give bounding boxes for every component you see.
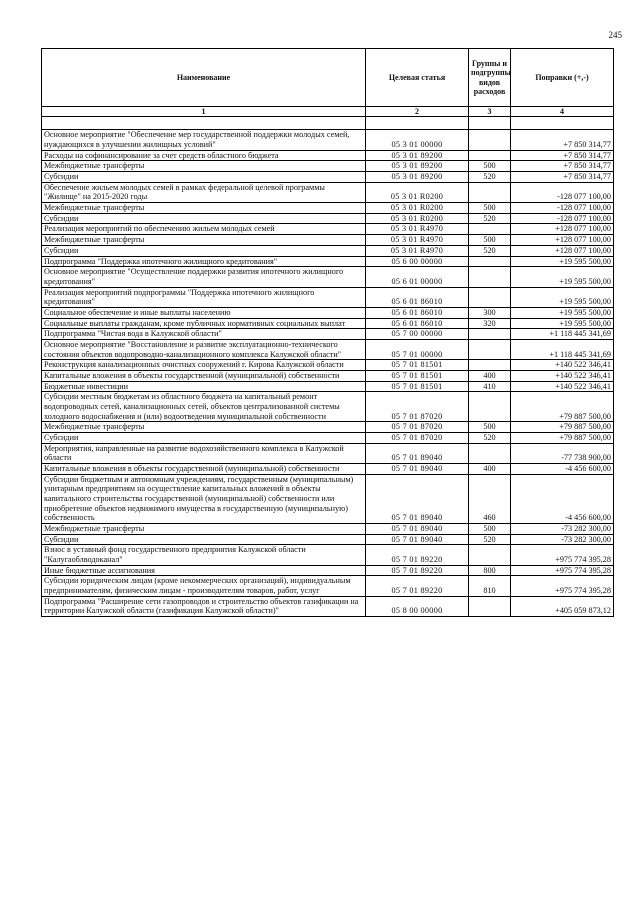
row-expense-type: 520 [469,534,511,545]
row-amendment: +128 077 100,00 [511,235,614,246]
column-number: 4 [511,107,614,117]
row-name: Субсидии [42,534,366,545]
table-row [42,545,614,565]
row-name: Субсидии юридическим лицам (кроме некоммерческих организаций), индивидуальным предпринимателям, физическим лицам - производителям товаров, работ, услуг [42,576,366,596]
row-target-article: 05 7 01 81501 [366,381,469,392]
row-target-article: 05 7 01 89040 [366,474,469,523]
row-name: Реконструкция канализационных очистных сооружений г. Кирова Калужской области [42,360,366,371]
row-name: Реализация мероприятий подпрограммы "Поддержка ипотечного жилищного кредитования" [42,287,366,307]
row-expense-type: 800 [469,565,511,576]
row-target-article: 05 3 01 R0200 [366,182,469,202]
row-target-article: 05 7 01 87020 [366,432,469,443]
row-expense-type [469,545,511,565]
row-amendment: +19 595 500,00 [511,267,614,287]
row-amendment: -4 456 600,00 [511,463,614,474]
header-target-article: Целевая статья [366,49,469,107]
row-target-article: 05 3 01 89200 [366,172,469,183]
row-expense-type: 500 [469,161,511,172]
table-row [42,474,614,523]
row-target-article: 05 7 01 87020 [366,422,469,433]
spacer-row [42,117,614,130]
table-row [42,150,614,161]
row-amendment: +1 118 445 341,69 [511,339,614,359]
row-expense-type [469,339,511,359]
row-expense-type [469,392,511,422]
row-amendment: +79 887 500,00 [511,392,614,422]
row-target-article: 05 7 01 89040 [366,463,469,474]
row-name: Межбюджетные трансферты [42,203,366,214]
row-name: Субсидии местным бюджетам из областного бюджета на капитальный ремонт водопроводных сетей, канализационных сетей, объектов централизованной системы холодного водоснабжения и (или) водоотведения муниципальной собственности [42,392,366,422]
row-expense-type: 320 [469,318,511,329]
row-expense-type [469,130,511,150]
row-amendment: +128 077 100,00 [511,224,614,235]
row-expense-type [469,150,511,161]
row-amendment: +405 059 873,12 [511,596,614,616]
row-name: Социальные выплаты гражданам, кроме публичных нормативных социальных выплат [42,318,366,329]
table-row [42,287,614,307]
row-name: Субсидии [42,213,366,224]
row-target-article: 05 7 01 87020 [366,392,469,422]
row-amendment: +19 595 500,00 [511,256,614,267]
table-row [42,307,614,318]
row-amendment: -128 077 100,00 [511,203,614,214]
row-target-article: 05 3 01 R4970 [366,224,469,235]
table-row [42,370,614,381]
table-row [42,576,614,596]
row-expense-type: 500 [469,235,511,246]
row-expense-type [469,443,511,463]
row-expense-type: 400 [469,463,511,474]
row-amendment: -73 282 300,00 [511,523,614,534]
row-name: Межбюджетные трансферты [42,422,366,433]
row-expense-type [469,224,511,235]
row-amendment: +140 522 346,41 [511,360,614,371]
row-expense-type [469,267,511,287]
row-expense-type [469,360,511,371]
row-name: Подпрограмма "Чистая вода в Калужской области" [42,329,366,340]
column-number: 3 [469,107,511,117]
row-name: Реализация мероприятий по обеспечению жильем молодых семей [42,224,366,235]
row-name: Межбюджетные трансферты [42,235,366,246]
row-amendment: +19 595 500,00 [511,287,614,307]
table-row [42,534,614,545]
row-target-article: 05 7 01 89220 [366,565,469,576]
table-row [42,422,614,433]
row-amendment: +140 522 346,41 [511,370,614,381]
column-number: 1 [42,107,366,117]
row-amendment: +7 850 314,77 [511,172,614,183]
row-target-article: 05 3 01 R4970 [366,235,469,246]
table-row [42,203,614,214]
row-expense-type [469,287,511,307]
row-target-article: 05 6 01 00000 [366,267,469,287]
row-amendment: +79 887 500,00 [511,422,614,433]
row-name: Взнос в уставный фонд государственного предприятия Калужской области "Калугаоблводоканал" [42,545,366,565]
row-name: Расходы на софинансирование за счет средств областного бюджета [42,150,366,161]
row-amendment: -77 738 900,00 [511,443,614,463]
row-amendment: +7 850 314,77 [511,130,614,150]
table-row [42,130,614,150]
row-target-article: 05 7 01 81501 [366,370,469,381]
row-expense-type: 500 [469,422,511,433]
table-row [42,318,614,329]
row-target-article: 05 3 01 89200 [366,161,469,172]
row-name: Социальное обеспечение и иные выплаты населению [42,307,366,318]
table-row [42,596,614,616]
table-row [42,392,614,422]
table-row [42,432,614,443]
row-target-article: 05 6 01 86010 [366,318,469,329]
row-target-article: 05 7 01 89040 [366,534,469,545]
row-amendment: -128 077 100,00 [511,213,614,224]
row-amendment: +128 077 100,00 [511,245,614,256]
row-expense-type [469,256,511,267]
row-name: Мероприятия, направленные на развитие водохозяйственного комплекса в Калужской области [42,443,366,463]
row-amendment: +7 850 314,77 [511,161,614,172]
row-expense-type [469,596,511,616]
row-amendment: +140 522 346,41 [511,381,614,392]
row-expense-type: 810 [469,576,511,596]
row-expense-type: 500 [469,203,511,214]
table-row [42,523,614,534]
row-expense-type: 520 [469,245,511,256]
row-target-article: 05 7 01 81501 [366,360,469,371]
header-name: Наименование [42,49,366,107]
row-target-article: 05 8 00 00000 [366,596,469,616]
row-amendment: -73 282 300,00 [511,534,614,545]
table-row [42,182,614,202]
row-expense-type: 520 [469,432,511,443]
row-name: Межбюджетные трансферты [42,523,366,534]
row-amendment: -4 456 600,00 [511,474,614,523]
row-name: Основное мероприятие "Восстановление и развитие эксплуатационно-технического состояния объектов водопроводно-канализационного комплекса Калужской области" [42,339,366,359]
row-target-article: 05 7 01 00000 [366,339,469,359]
row-amendment: +19 595 500,00 [511,318,614,329]
row-amendment: +975 774 395,28 [511,565,614,576]
row-target-article: 05 3 01 R4970 [366,245,469,256]
row-target-article: 05 7 01 89040 [366,443,469,463]
row-name: Субсидии бюджетным и автономным учреждениям, государственным (муниципальным) унитарным предприятиям на осуществление капитальных вложений в объекты капитального строительства государственной (муниципальной) собственности или приобретение объектов недвижимого имущества в государственную (муниципальную) собственность [42,474,366,523]
table-row [42,161,614,172]
table-row [42,339,614,359]
row-target-article: 05 6 01 86010 [366,307,469,318]
table-row [42,565,614,576]
row-amendment: +19 595 500,00 [511,307,614,318]
row-target-article: 05 7 00 00000 [366,329,469,340]
table-row [42,172,614,183]
row-name: Субсидии [42,172,366,183]
row-name: Капитальные вложения в объекты государственной (муниципальной) собственности [42,463,366,474]
row-name: Бюджетные инвестиции [42,381,366,392]
row-name: Субсидии [42,245,366,256]
row-target-article: 05 7 01 89040 [366,523,469,534]
row-name: Субсидии [42,432,366,443]
row-expense-type: 300 [469,307,511,318]
table-row [42,245,614,256]
row-name: Основное мероприятие "Обеспечение мер государственной поддержки молодых семей, нуждающихся в улучшении жилищных условий" [42,130,366,150]
table-row [42,256,614,267]
table-header-row [42,49,614,107]
row-expense-type: 520 [469,213,511,224]
row-name: Основное мероприятие "Осуществление поддержки развития ипотечного жилищного кредитования" [42,267,366,287]
table-row [42,360,614,371]
row-expense-type: 500 [469,523,511,534]
row-target-article: 05 3 01 00000 [366,130,469,150]
table-row [42,224,614,235]
row-name: Межбюджетные трансферты [42,161,366,172]
table-row [42,329,614,340]
table-row [42,235,614,246]
table-row [42,381,614,392]
row-amendment: +975 774 395,28 [511,545,614,565]
row-amendment: -128 077 100,00 [511,182,614,202]
row-expense-type: 520 [469,172,511,183]
row-target-article: 05 3 01 R0200 [366,203,469,214]
row-target-article: 05 7 01 89220 [366,545,469,565]
row-expense-type: 400 [469,370,511,381]
table-row [42,213,614,224]
page-number: 245 [608,30,622,40]
row-target-article: 05 6 01 86010 [366,287,469,307]
row-expense-type [469,182,511,202]
table-row [42,443,614,463]
row-name: Иные бюджетные ассигнования [42,565,366,576]
row-expense-type: 410 [469,381,511,392]
row-target-article: 05 3 01 89200 [366,150,469,161]
budget-table [41,48,614,617]
header-amendments: Поправки (+,-) [511,49,614,107]
row-expense-type: 460 [469,474,511,523]
table-row [42,267,614,287]
row-name: Обеспечение жильем молодых семей в рамках федеральной целевой программы "Жилище" на 2015-2020 годы [42,182,366,202]
row-amendment: +7 850 314,77 [511,150,614,161]
row-name: Подпрограмма "Поддержка ипотечного жилищного кредитования" [42,256,366,267]
row-expense-type [469,329,511,340]
row-name: Капитальные вложения в объекты государственной (муниципальной) собственности [42,370,366,381]
row-target-article: 05 6 00 00000 [366,256,469,267]
row-amendment: +79 887 500,00 [511,432,614,443]
column-number: 2 [366,107,469,117]
column-number-row [42,107,614,117]
row-amendment: +975 774 395,28 [511,576,614,596]
row-amendment: +1 118 445 341,69 [511,329,614,340]
header-expense-group: Группы и подгруппы видов расходов [469,49,511,107]
row-name: Подпрограмма "Расширение сети газопроводов и строительство объектов газификации на территории Калужской области (газификация Калужской области)" [42,596,366,616]
table-row [42,463,614,474]
row-target-article: 05 3 01 R0200 [366,213,469,224]
row-target-article: 05 7 01 89220 [366,576,469,596]
